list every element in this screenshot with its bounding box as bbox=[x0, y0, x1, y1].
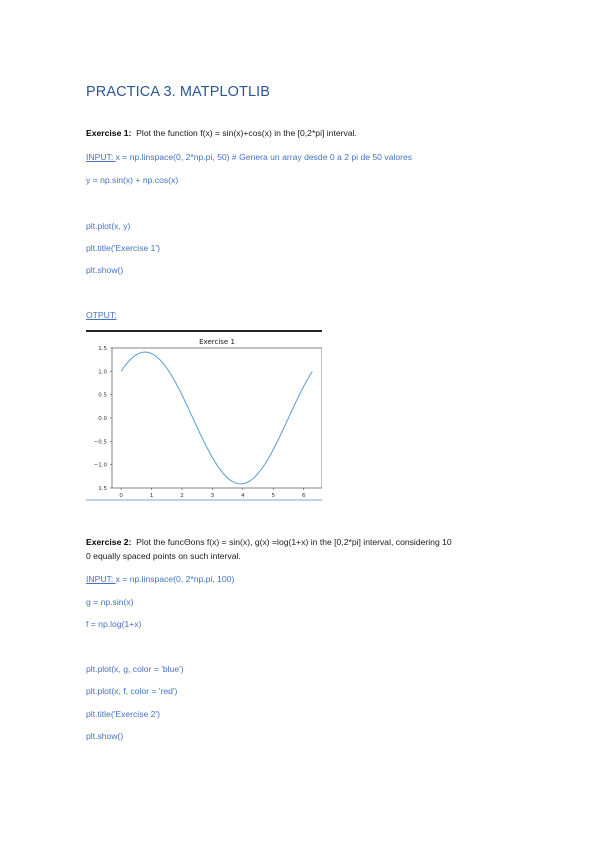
code-line: plt.plot(x, y) bbox=[86, 221, 131, 231]
y-tick-label: −0.5 bbox=[93, 439, 107, 446]
code-line: plt.plot(x, f, color = 'red') bbox=[86, 686, 178, 696]
code-line: plt.show() bbox=[86, 265, 124, 275]
exercise2-input-line bbox=[86, 574, 234, 584]
y-tick-label: 1.5 bbox=[98, 346, 107, 352]
exercise1-input-label: INPUT: bbox=[86, 152, 116, 162]
code-line: plt.show() bbox=[86, 731, 124, 741]
y-tick-label: 0.5 bbox=[98, 392, 107, 399]
x-tick-label: 2 bbox=[180, 493, 184, 499]
code-line: y = np.sin(x) + np.cos(x) bbox=[86, 175, 179, 185]
series-line bbox=[121, 352, 312, 484]
y-tick-label: 1.0 bbox=[98, 369, 107, 376]
exercise2-description-line1: Plot the funcΘons f(x) = sin(x), g(x) =log(1+x) in the [0,2*pi] interval, considering 10 bbox=[136, 537, 452, 547]
code-line: x = np.linspace(0, 2*np.pi, 100) bbox=[115, 574, 235, 584]
x-tick-label: 6 bbox=[301, 493, 306, 499]
code-line: g = np.sin(x) bbox=[86, 597, 134, 607]
x-tick-label: 5 bbox=[271, 493, 276, 499]
code-line: plt.title('Exercise 2') bbox=[86, 709, 160, 719]
y-tick-label: 0.0 bbox=[98, 416, 107, 422]
code-line: f = np.log(1+x) bbox=[86, 619, 142, 629]
y-axis bbox=[94, 346, 112, 492]
chart-title: Exercise 1 bbox=[199, 338, 235, 346]
exercise2-statement-line1 bbox=[86, 537, 452, 547]
exercise1-statement bbox=[86, 128, 357, 138]
x-tick-label: 3 bbox=[210, 493, 215, 499]
y-tick-label: 1.5 bbox=[98, 486, 107, 492]
exercise1-input-line bbox=[86, 152, 412, 162]
x-tick-label: 4 bbox=[241, 493, 245, 499]
exercise2-input-label: INPUT: bbox=[86, 574, 116, 584]
code-line: x = np.linspace(0, 2*np.pi, 50) # Genera un array desde 0 a 2 pi de 50 valores bbox=[115, 152, 413, 162]
x-axis bbox=[119, 488, 306, 499]
page-title: PRACTICA 3. MATPLOTLIB bbox=[86, 84, 271, 100]
exercise1-output-label: OTPUT: bbox=[86, 310, 117, 320]
code-line: plt.plot(x, g, color = 'blue') bbox=[86, 664, 184, 674]
code-line: plt.title('Exercise 1') bbox=[86, 243, 160, 253]
y-tick-label: −1.0 bbox=[93, 462, 107, 469]
exercise1-heading: Exercise 1: bbox=[86, 128, 132, 138]
plot-area-frame bbox=[112, 348, 322, 488]
x-tick-label: 1 bbox=[149, 493, 154, 499]
x-tick-label: 0 bbox=[119, 493, 123, 499]
exercise2-description-line2: 0 equally spaced points on such interval. bbox=[86, 551, 241, 561]
exercise2-heading: Exercise 2: bbox=[86, 537, 132, 547]
exercise1-description: Plot the function f(x) = sin(x)+cos(x) in the [0,2*pi] interval. bbox=[136, 128, 357, 138]
exercise1-chart bbox=[86, 330, 322, 502]
